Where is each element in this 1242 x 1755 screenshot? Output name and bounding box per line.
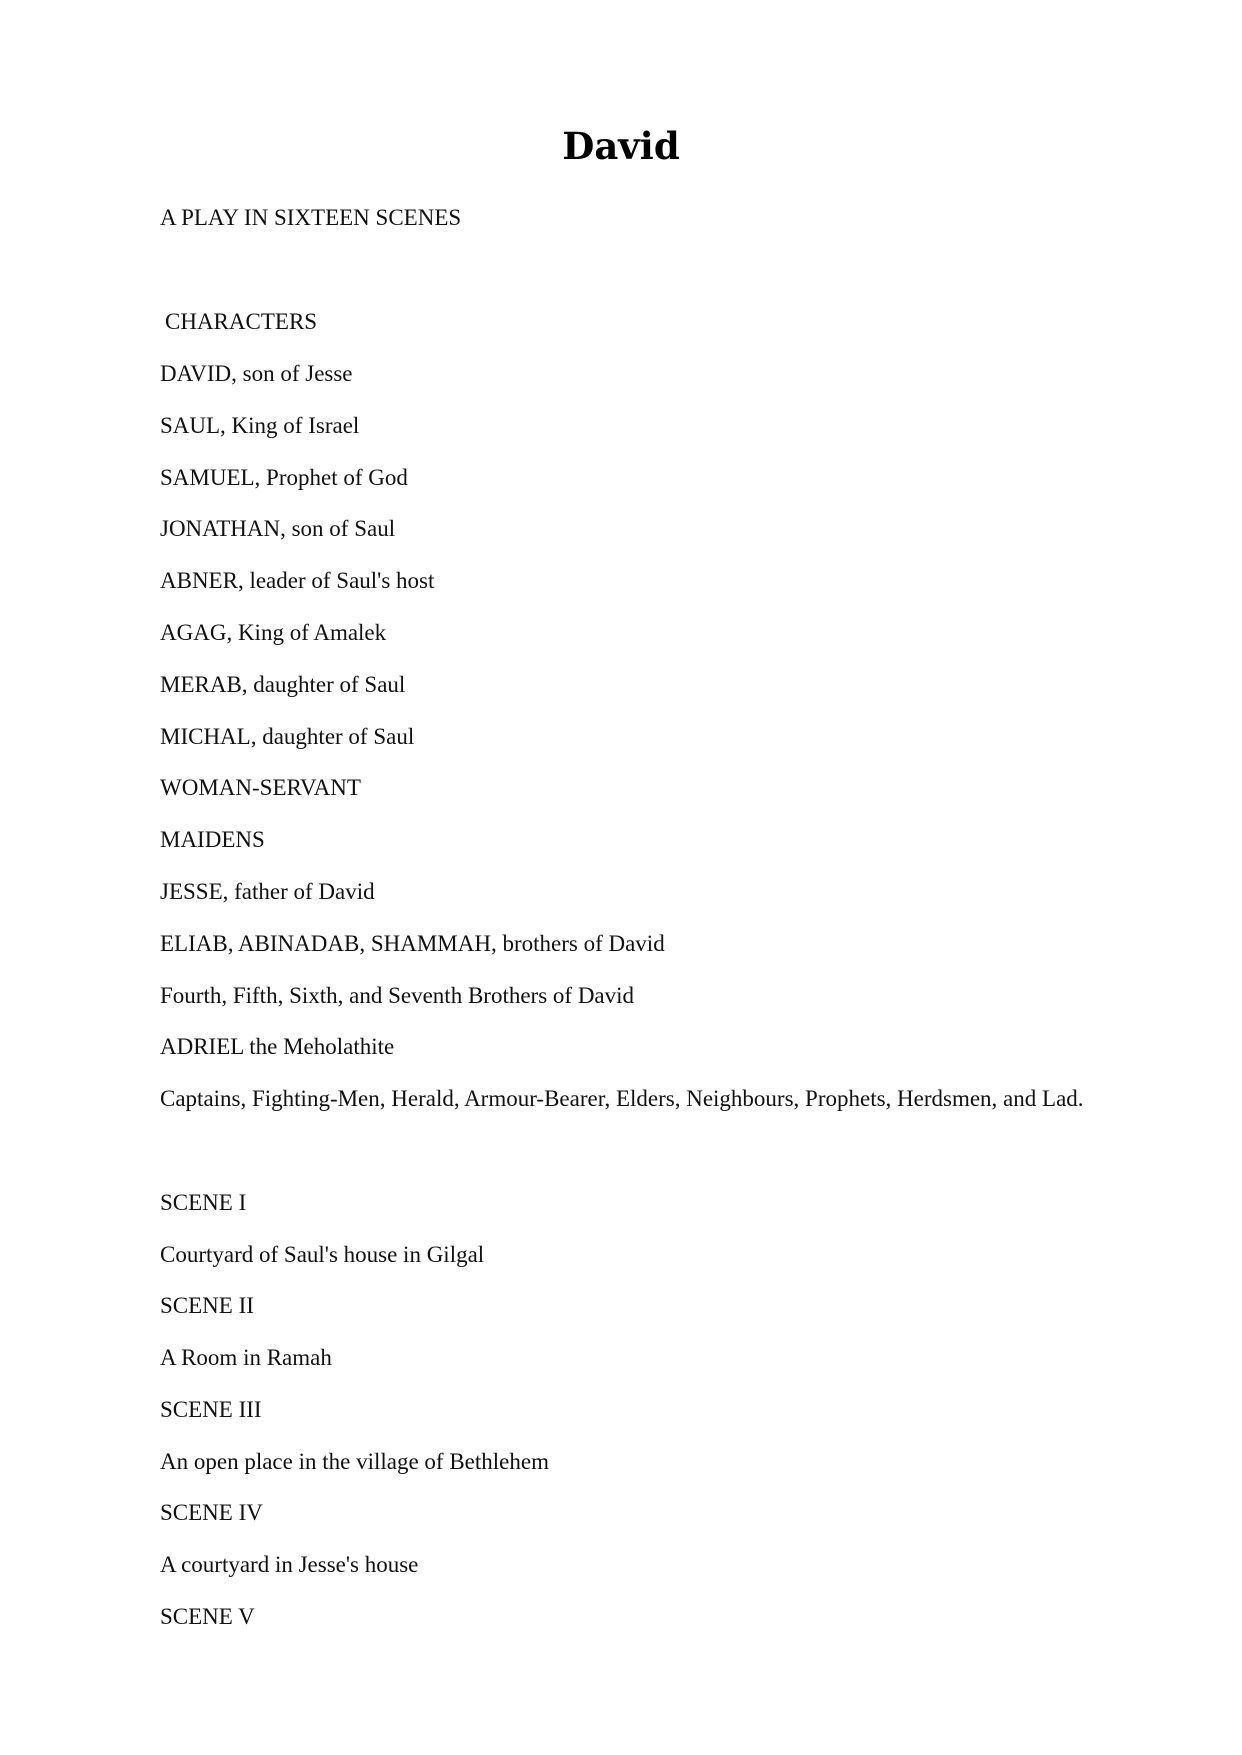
- character-entry: MERAB, daughter of Saul: [160, 672, 406, 697]
- character-entry: JESSE, father of David: [160, 879, 375, 904]
- scene-label: SCENE I: [160, 1190, 247, 1215]
- scene-setting: A Room in Ramah: [160, 1345, 332, 1370]
- scene-label: SCENE III: [160, 1397, 262, 1422]
- characters-heading: CHARACTERS: [165, 309, 318, 334]
- character-entry: ADRIEL the Meholathite: [160, 1034, 395, 1059]
- scene-setting: A courtyard in Jesse's house: [160, 1552, 419, 1577]
- character-entry: JONATHAN, son of Saul: [160, 516, 396, 541]
- scene-setting: Courtyard of Saul's house in Gilgal: [160, 1242, 485, 1267]
- scene-label: SCENE II: [160, 1293, 254, 1318]
- play-subtitle: A PLAY IN SIXTEEN SCENES: [160, 205, 462, 230]
- character-entry: MAIDENS: [160, 827, 265, 852]
- character-entry: AGAG, King of Amalek: [160, 620, 387, 645]
- character-entry: SAMUEL, Prophet of God: [160, 465, 408, 490]
- scene-label: SCENE V: [160, 1604, 255, 1629]
- character-entry: DAVID, son of Jesse: [160, 361, 353, 386]
- character-entry: WOMAN-SERVANT: [160, 775, 361, 800]
- play-title: David: [562, 124, 680, 168]
- character-entry: ELIAB, ABINADAB, SHAMMAH, brothers of David: [160, 931, 665, 956]
- character-entry: MICHAL, daughter of Saul: [160, 724, 415, 749]
- character-entry: Fourth, Fifth, Sixth, and Seventh Brothers of David: [160, 983, 635, 1008]
- character-entry: ABNER, leader of Saul's host: [160, 568, 435, 593]
- scene-setting: An open place in the village of Bethlehem: [160, 1449, 549, 1474]
- character-entry: Captains, Fighting-Men, Herald, Armour-Bearer, Elders, Neighbours, Prophets, Herdsmen, and Lad.: [160, 1086, 1084, 1111]
- character-entry: SAUL, King of Israel: [160, 413, 360, 438]
- scene-label: SCENE IV: [160, 1500, 263, 1525]
